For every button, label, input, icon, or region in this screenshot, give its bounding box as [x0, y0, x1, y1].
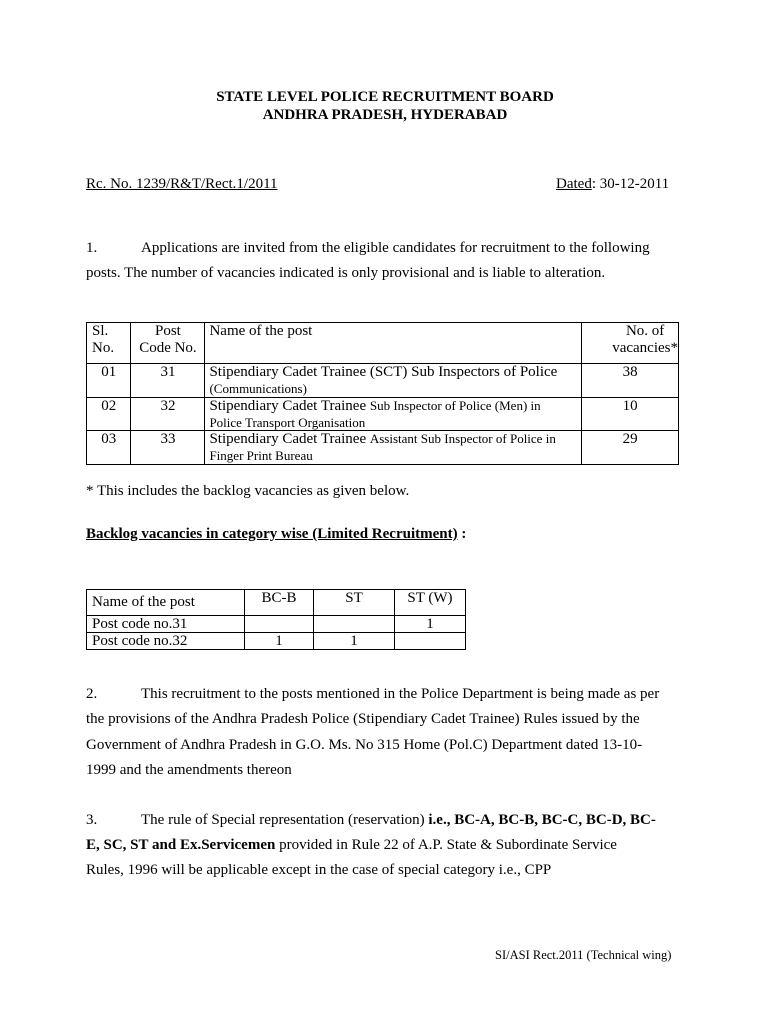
row-vacancies: 29 [582, 431, 679, 465]
table-row [87, 633, 466, 650]
para3-line3: Rules, 1996 will be applicable except in the case of special category i.e., CPP [86, 862, 552, 878]
backlog-header-stw: ST (W) [395, 590, 466, 616]
posts-table-header [87, 323, 679, 364]
row-code: 32 [131, 398, 205, 431]
backlog-row-bcb: 1 [245, 633, 314, 650]
dated-value: : 30-12-2011 [591, 176, 670, 192]
row-code: 31 [131, 364, 205, 398]
backlog-row-bcb [245, 616, 314, 633]
row-name-tail: Sub Inspector of Police (Men) in [369, 398, 541, 413]
table-row [87, 616, 466, 633]
backlog-table-header [87, 590, 466, 616]
row-sl: 02 [87, 398, 131, 431]
backlog-row-stw [395, 633, 466, 650]
para3-line1-bold: i.e., BC-A, BC-B, BC-C, BC-D, BC- [428, 812, 656, 828]
dated-label: Dated [556, 176, 592, 192]
para3-line1 [141, 808, 656, 833]
para2-number: 2. [86, 686, 98, 702]
header-code-line1: Post [155, 323, 181, 339]
para1-line2: posts. The number of vacancies indicated is only provisional and is liable to alteration. [86, 265, 606, 281]
backlog-row-st [314, 616, 395, 633]
row-vacancies: 10 [582, 398, 679, 431]
backlog-header-st: ST [314, 590, 395, 616]
backlog-table [86, 589, 466, 650]
row-name [205, 364, 582, 398]
row-sl: 01 [87, 364, 131, 398]
board-title: STATE LEVEL POLICE RECRUITMENT BOARD [216, 89, 554, 105]
header-post-code [131, 323, 205, 364]
row-name-tail: Assistant Sub Inspector of Police in [369, 431, 556, 446]
para3-line2 [86, 833, 617, 858]
para2-line2: the provisions of the Andhra Pradesh Police (Stipendiary Cadet Trainee) Rules issued by the [86, 711, 640, 727]
backlog-heading-suffix: : [457, 526, 467, 542]
backlog-row-stw: 1 [395, 616, 466, 633]
row-code: 33 [131, 431, 205, 465]
date-line [556, 172, 669, 197]
header-sl-line2: No. [92, 340, 115, 356]
para1-number: 1. [86, 240, 98, 256]
header-vacancies [582, 323, 679, 364]
table-row [87, 398, 679, 431]
backlog-row-name: Post code no.31 [87, 616, 245, 633]
backlog-header-bcb: BC-B [245, 590, 314, 616]
posts-table [86, 322, 679, 465]
header-vac-line1: No. of [625, 323, 665, 339]
page-footer: SI/ASI Rect.2011 (Technical wing) [495, 948, 672, 962]
row-sl: 03 [87, 431, 131, 465]
table-row [87, 364, 679, 398]
backlog-header-name: Name of the post [87, 590, 245, 616]
header-sl [87, 323, 131, 364]
para3-number: 3. [86, 812, 98, 828]
para2-line4: 1999 and the amendments thereon [86, 762, 292, 778]
backlog-heading [86, 522, 466, 547]
backlog-row-st: 1 [314, 633, 395, 650]
row-name [205, 431, 582, 465]
para2-line1: This recruitment to the posts mentioned in the Police Department is being made as per [141, 686, 660, 702]
row-name [205, 398, 582, 431]
para3-line2-plain: provided in Rule 22 of A.P. State & Subordinate Service [275, 837, 617, 853]
table-row [87, 431, 679, 465]
row-name-main: Stipendiary Cadet Trainee [209, 431, 370, 447]
para3-line2-bold: E, SC, ST and Ex.Servicemen [86, 837, 276, 853]
header-vac-line2: vacancies* [612, 340, 678, 356]
board-location: ANDHRA PRADESH, HYDERABAD [262, 107, 508, 123]
backlog-heading-text: Backlog vacancies in category wise (Limited Recruitment) [86, 526, 458, 542]
row-name-sub: (Communications) [209, 381, 307, 396]
backlog-row-name: Post code no.32 [87, 633, 245, 650]
para1-line1: Applications are invited from the eligible candidates for recruitment to the following [141, 240, 650, 256]
reference-number: Rc. No. 1239/R&T/Rect.1/2011 [86, 176, 278, 192]
backlog-note: * This includes the backlog vacancies as given below. [86, 483, 410, 499]
header-post-name: Name of the post [205, 323, 582, 364]
row-name-main: Stipendiary Cadet Trainee [209, 398, 370, 414]
header-code-line2: Code No. [139, 340, 197, 356]
para2-line3: Government of Andhra Pradesh in G.O. Ms. No 315 Home (Pol.C) Department dated 13-10- [86, 737, 643, 753]
row-name-sub: Police Transport Organisation [209, 415, 366, 430]
header-sl-line1: Sl. [92, 323, 109, 339]
row-name-sub: Finger Print Bureau [209, 448, 313, 463]
row-name-main: Stipendiary Cadet Trainee (SCT) Sub Inspectors of Police [209, 364, 558, 380]
para3-line1-plain: The rule of Special representation (reservation) [141, 812, 429, 828]
row-vacancies: 38 [582, 364, 679, 398]
